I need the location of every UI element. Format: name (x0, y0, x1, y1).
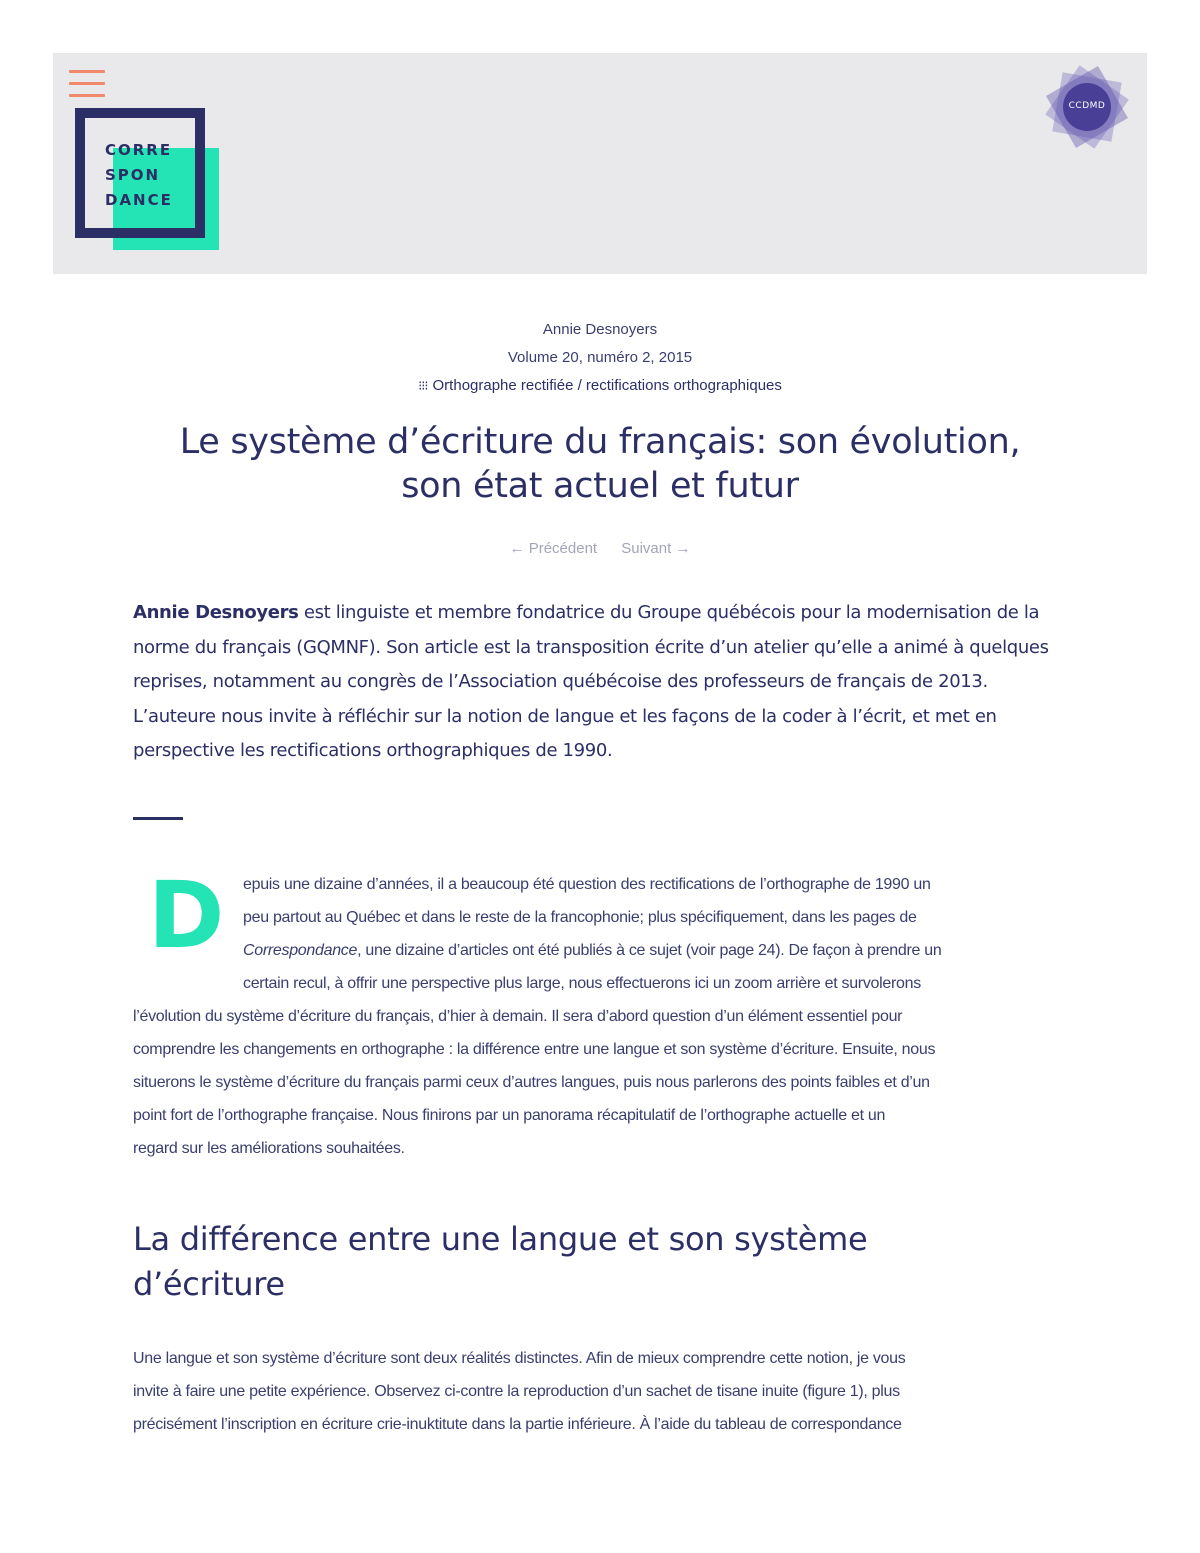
paragraph-line: point fort de l’orthographe française. Nous finirons par un panorama récapitulatif de l’orthographe actuelle et un (133, 1107, 886, 1124)
correspondance-logo[interactable] (75, 108, 220, 253)
page-title: Le système d’écriture du français: son évolution, son état actuel et futur (179, 422, 1021, 506)
previous-link[interactable]: ← Précédent (509, 540, 598, 557)
paragraph-line: situerons le système d’écriture du français parmi ceux d’autres langues, puis nous parlerons des points faibles et d’un (133, 1074, 930, 1091)
paragraph-line: epuis une dizaine d’années, il a beaucoup été question des rectifications de l’orthographe de 1990 un (243, 876, 931, 893)
logo-wordmark (105, 138, 173, 213)
article-meta (0, 316, 1200, 400)
article-pager (0, 540, 1200, 557)
logo-line: CORRE (105, 141, 173, 159)
drop-cap: D (148, 862, 225, 969)
section-divider (133, 817, 183, 820)
grid-dots-icon: ⁝⁝⁝ (418, 378, 428, 393)
paragraph-line (133, 934, 1073, 967)
hamburger-menu-icon[interactable] (69, 70, 105, 98)
paragraph-1 (133, 862, 1073, 1165)
article-category[interactable] (0, 372, 1200, 400)
intro-text: est linguiste et membre fondatrice du Groupe québécois pour la modernisation de la norme du français (GQMNF). Son article est la transposition écrite d’un atelier qu’elle a animé à quelques reprises, notamment au congrès de l’Association québécoise des professeurs de français de 2013. L’auteure nous invite à réfléchir sur la notion de langue et les façons de la coder à l’écrit, et met en perspective les rectifications orthographiques de 1990. (133, 602, 1049, 761)
paragraph-line: peu partout au Québec et dans le reste de la francophonie; plus spécifiquement, dans les pages de (243, 909, 917, 926)
paragraph-line-rest: , une dizaine d’articles ont été publiés à ce sujet (voir page 24). De façon à prendre un (357, 942, 942, 959)
article-issue[interactable]: Volume 20, numéro 2, 2015 (507, 349, 693, 366)
paragraph-line: invite à faire une petite expérience. Observez ci-contre la reproduction d’un sachet de tisane inuite (figure 1), plus (133, 1383, 900, 1400)
paragraph-2 (133, 1342, 1073, 1441)
journal-name: Correspondance (243, 942, 358, 959)
section-heading: La différence entre une langue et son système d’écriture (133, 1220, 868, 1303)
logo-line: DANCE (105, 191, 173, 209)
paragraph-line: l’évolution du système d’écriture du français, d’hier à demain. Il sera d’abord question d’un élément essentiel pour (133, 1008, 903, 1025)
category-label: Orthographe rectifiée / rectifications orthographiques (432, 377, 782, 394)
next-link[interactable]: Suivant → (621, 540, 691, 557)
paragraph-line: regard sur les améliorations souhaitées. (133, 1140, 405, 1157)
paragraph-line: comprendre les changements en orthographe : la différence entre une langue et son système d’écriture. Ensuite, nous (133, 1041, 936, 1058)
paragraph-line: Une langue et son système d’écriture sont deux réalités distinctes. Afin de mieux comprendre cette notion, je vous (133, 1350, 906, 1367)
article-intro (133, 596, 1068, 769)
intro-author: Annie Desnoyers (133, 602, 299, 623)
site-header (53, 53, 1147, 274)
paragraph-line: précisément l’inscription en écriture crie-inuktitute dans la partie inférieure. À l’aide du tableau de correspondance (133, 1416, 902, 1433)
paragraph-line: certain recul, à offrir une perspective plus large, nous effectuerons ici un zoom arrière et survolerons (243, 975, 921, 992)
ccdmd-logo-text: CCDMD (1068, 101, 1106, 111)
article-author[interactable]: Annie Desnoyers (542, 321, 658, 338)
ccdmd-logo[interactable] (1045, 65, 1129, 149)
logo-line: SPON (105, 166, 161, 184)
